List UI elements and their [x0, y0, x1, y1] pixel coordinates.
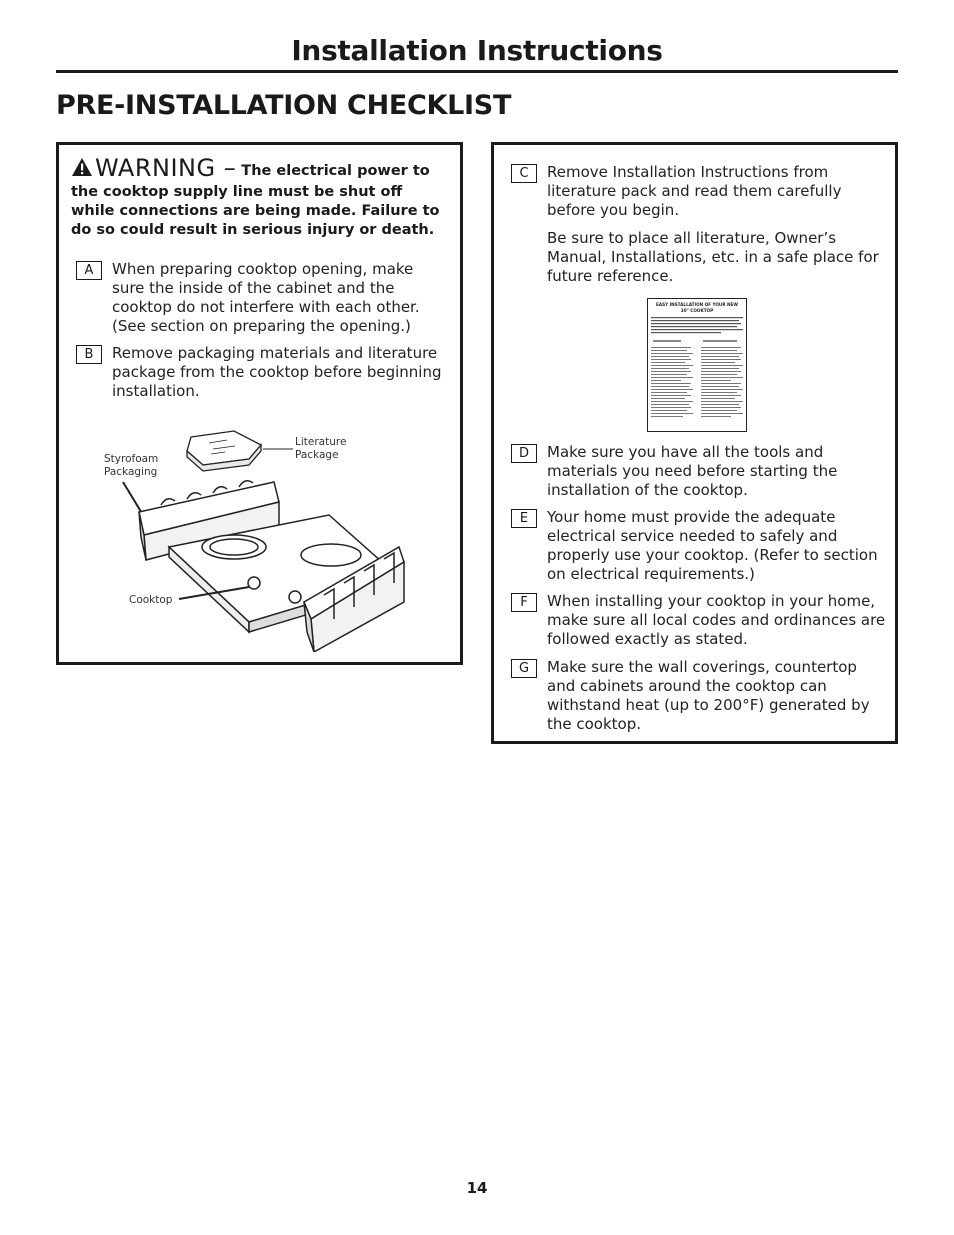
label-cooktop: Cooktop [129, 594, 173, 606]
item-text-a: When preparing cooktop opening, make sure the inside of the cabinet and the cooktop do not interfere with each other. (See section on preparing the opening.) [112, 260, 420, 335]
page-number: 14 [466, 1179, 488, 1197]
item-text-c [547, 163, 887, 286]
page-header-title: Installation Instructions [291, 34, 663, 67]
label-literature-1: Literature [295, 436, 347, 448]
label-styrofoam-1: Styrofoam [104, 453, 159, 465]
warning-word: WARNING – [95, 154, 237, 182]
literature-package-drawing [187, 431, 261, 471]
item-letter-f: F [511, 593, 537, 612]
warning-text: The electrical power to the cooktop supply line must be shut off while connections are being made. Failure to do so could result in serious injury or death. [71, 163, 440, 238]
section-title: PRE-INSTALLATION CHECKLIST [56, 90, 512, 121]
item-letter-a: A [76, 261, 102, 280]
thumb-title-2: 30" COOKTOP [680, 308, 714, 313]
label-literature-2: Package [295, 449, 339, 461]
item-text-c-para2: Be sure to place all literature, Owner’s Manual, Installations, etc. in a safe place for future reference. [547, 229, 879, 285]
item-letter-e: E [511, 509, 537, 528]
cooktop-packaging-illustration [99, 427, 419, 652]
right-checklist-box [491, 142, 898, 744]
warning-triangle-icon [71, 157, 93, 183]
thumb-title-1: EASY INSTALLATION OF YOUR NEW [655, 302, 739, 307]
item-text-c-para1: Remove Installation Instructions from literature pack and read them carefully before you begin. [547, 163, 842, 219]
label-styrofoam-2: Packaging [104, 466, 158, 478]
item-letter-b: B [76, 345, 102, 364]
item-text-g: Make sure the wall coverings, countertop and cabinets around the cooktop can withstand heat (up to 200°F) generated by the cooktop. [547, 658, 870, 733]
item-letter-d: D [511, 444, 537, 463]
item-text-b: Remove packaging materials and literature package from the cooktop before beginning installation. [112, 344, 442, 400]
item-text-f: When installing your cooktop in your home, make sure all local codes and ordinances are followed exactly as stated. [547, 592, 886, 648]
header-rule [56, 70, 898, 73]
left-checklist-box [56, 142, 463, 665]
item-text-d: Make sure you have all the tools and materials you need before starting the installation of the cooktop. [547, 443, 838, 499]
installation-instructions-thumbnail [647, 298, 747, 432]
item-letter-c: C [511, 164, 537, 183]
item-text-e: Your home must provide the adequate electrical service needed to safely and properly use your cooktop. (Refer to section on electrical requirements.) [547, 508, 878, 583]
warning-block [71, 154, 441, 240]
item-letter-g: G [511, 659, 537, 678]
